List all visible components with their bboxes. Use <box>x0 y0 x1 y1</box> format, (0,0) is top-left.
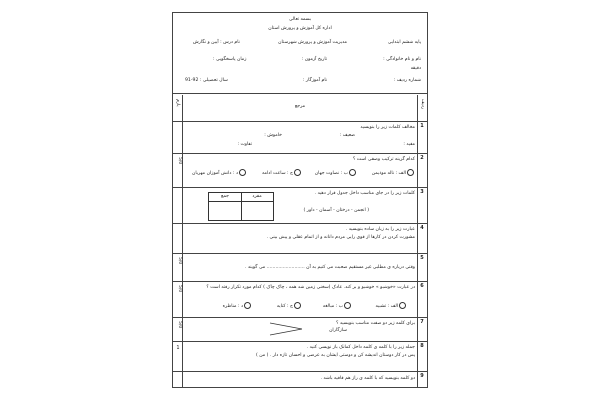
question-text: جمله زیر را با کلمه ی کلمه داخل کمانک باز نویسی کنید . <box>306 345 415 350</box>
reviewer-header: مرجع <box>294 104 306 109</box>
questions-grid <box>173 95 427 387</box>
option-d[interactable]: د : مناظره <box>223 302 252 309</box>
question-score: 5/0 <box>177 157 182 165</box>
exam-header <box>173 13 427 94</box>
option-b[interactable]: ب : نصاوت جهان <box>315 169 357 176</box>
target-word: سازگاران <box>329 328 347 333</box>
office-name: اداره کل آموزش و پرورش استان <box>268 26 332 31</box>
student-name-label: نام و نام خانوادگی : <box>383 57 421 62</box>
district-label: مدیریت آموزش و پرورش شهرستان <box>278 40 347 45</box>
question-text: مخالف کلمات زیر را بنویسید <box>360 125 415 130</box>
answer-label: ضعیف : <box>339 133 355 138</box>
answer-label: مفید : <box>403 142 415 147</box>
duration-unit: دقیقه <box>410 66 421 71</box>
question-number: 4 <box>420 225 424 231</box>
question-number: 3 <box>420 189 424 195</box>
question-number: 7 <box>420 319 424 325</box>
score-column <box>173 95 183 387</box>
answer-label: تفاوت : <box>237 142 252 147</box>
teacher-label: نام آموزگار : <box>302 78 327 83</box>
num-column-header: ردیف <box>420 99 425 110</box>
table-head-singular: مفرد <box>252 194 262 199</box>
question-text: کدام گزینه ترکیب وصفی است ؟ <box>352 157 415 162</box>
question-text: کلمات زیر را در جای مناسب داخل جدول قرار دهید . <box>314 191 415 196</box>
table-head-plural: جمع <box>221 194 229 199</box>
word-list: ( انجمن - درختان - آسمان - داور ) <box>303 208 369 213</box>
bismillah: بسمه تعالی <box>288 17 312 22</box>
question-text: برای کلمه زیر دو صفت مناسب بنویسید ؟ <box>335 321 415 326</box>
question-number: 2 <box>420 155 424 161</box>
question-number: 1 <box>420 123 424 129</box>
exam-sheet <box>172 12 428 388</box>
option-c[interactable]: ج : کنایه <box>277 302 302 309</box>
question-score: 1 <box>176 345 180 351</box>
school-year-label: سال تحصیلی : 92-91 <box>185 78 228 83</box>
question-number: 9 <box>420 373 424 379</box>
score-column-header: بارم <box>175 99 180 107</box>
option-a[interactable]: الف : ناله موذیمن <box>372 169 415 176</box>
question-text: دو کلمه بنویسید که با کلمه ی راز هم قافیه باشد . <box>320 376 415 381</box>
question-line: پس در کار دوستان اندیشه کن و دوستی ایشان به عرضی و احسان تازه دار . ( من ) <box>255 353 415 358</box>
answer-label: خاموش : <box>264 133 282 138</box>
question-score: 5/0 <box>177 285 182 293</box>
branch-arrow-icon <box>268 321 303 337</box>
question-text: در عبارت «خوشبو » خوشبو و بر کند. عادک (سخنی زمین شد همه ، چاک چاک ) کدام مورد تکرار رفته است ؟ <box>206 285 415 290</box>
option-b[interactable]: ب : مبالغه <box>323 302 352 309</box>
exam-date-label: تاریخ آزمون : <box>301 57 327 62</box>
grade-label: پایه ششم ابتدایی <box>387 40 421 45</box>
question-text: وقتی درباره ی مطلبی غیر مستقیم صحبت می کنیم به آن .......................... می گویند . <box>244 265 415 270</box>
question-number: 5 <box>420 255 424 261</box>
singular-plural-table <box>208 192 274 221</box>
subject-label: نام درس : آیین و نگارش <box>193 40 240 45</box>
option-c[interactable]: ج : ساعت ادامه <box>262 169 302 176</box>
question-line: مشورت کردن در کارها از قوی رایی مردم دانانه و از اتمام عقلی و پیش بینی . <box>266 235 415 240</box>
duration-label: زمان پاسخگویی : <box>213 57 247 62</box>
option-a[interactable]: الف : تشبیه <box>375 302 407 309</box>
row-number-label: شماره ردیف : <box>393 78 421 83</box>
question-text: عبارت زیر را به زبان ساده بنویسید . <box>345 227 415 232</box>
option-d[interactable]: د : دانش آموزان مهربان <box>192 169 247 176</box>
question-number: 6 <box>420 283 424 289</box>
question-number: 8 <box>420 343 424 349</box>
question-score: 5/0 <box>177 257 182 265</box>
question-score: 5/0 <box>177 321 182 329</box>
